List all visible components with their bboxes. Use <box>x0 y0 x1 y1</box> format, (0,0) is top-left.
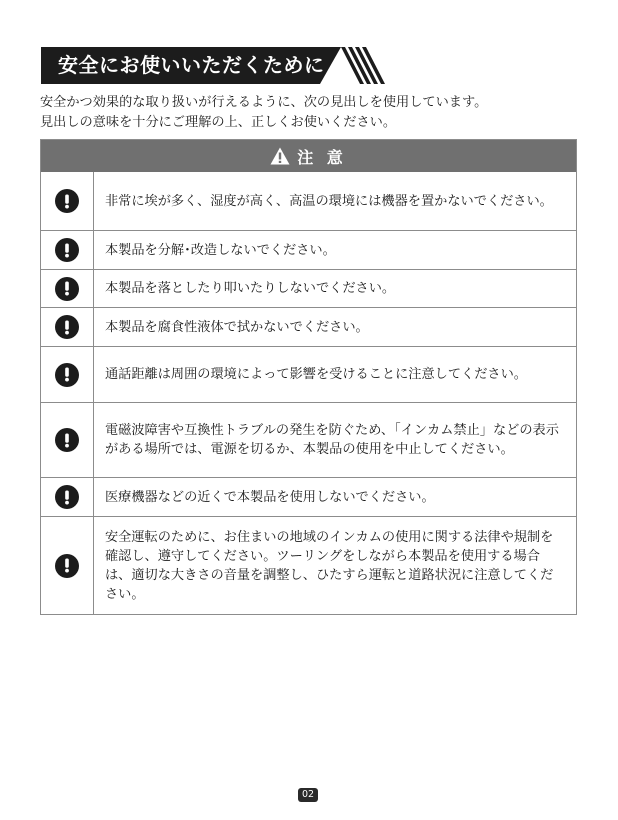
caution-row <box>41 477 576 516</box>
row-icon-cell <box>41 172 94 230</box>
exclamation-circle-icon <box>55 277 79 301</box>
caution-row-text: 通話距離は周囲の環境によって影響を受けることに注意してください。 <box>105 367 527 382</box>
caution-row-text: 医療機器などの近くで本製品を使用しないでください。 <box>105 489 435 505</box>
row-icon-cell <box>41 231 94 269</box>
exclamation-circle-icon <box>55 428 79 452</box>
exclamation-circle-icon <box>55 485 79 509</box>
row-text <box>94 347 576 402</box>
row-icon-cell <box>41 517 94 614</box>
caution-row <box>41 516 576 614</box>
caution-row <box>41 172 576 230</box>
caution-header <box>41 140 576 172</box>
row-text <box>94 403 576 477</box>
caution-row <box>41 269 576 307</box>
caution-row <box>41 346 576 402</box>
section-title-banner <box>41 47 386 84</box>
row-icon-cell <box>41 308 94 346</box>
caution-row-text: 電磁波障害や互換性トラブルの発生を防ぐため、「インカム禁止」などの表示がある場所では、電源を切るか、本製品の使用を中止してください。 <box>105 423 559 457</box>
caution-rows <box>41 172 576 614</box>
row-text <box>94 517 576 614</box>
row-text <box>94 308 576 346</box>
row-icon-cell <box>41 270 94 307</box>
exclamation-circle-icon <box>55 315 79 339</box>
diagonal-stripes-decoration <box>341 47 387 84</box>
exclamation-circle-icon <box>55 363 79 387</box>
caution-row-text: 本製品を分解･改造しないでください。 <box>105 242 336 258</box>
caution-row-text: 非常に埃が多く、湿度が高く、高温の環境には機器を置かないでください。 <box>105 193 553 209</box>
caution-table <box>40 139 577 615</box>
exclamation-circle-icon <box>55 189 79 213</box>
caution-row <box>41 402 576 477</box>
caution-row <box>41 230 576 269</box>
row-text <box>94 172 576 230</box>
caution-row-text: 本製品を腐食性液体で拭かないでください。 <box>105 319 369 335</box>
row-icon-cell <box>41 403 94 477</box>
exclamation-circle-icon <box>55 238 79 262</box>
page-number: 02 <box>298 788 318 802</box>
caution-row-text: 本製品を落としたり叩いたりしないでください。 <box>105 281 396 296</box>
row-text <box>94 270 576 307</box>
row-icon-cell <box>41 347 94 402</box>
caution-label: 注 意 <box>297 147 347 167</box>
section-title: 安全にお使いいただくために <box>58 53 325 77</box>
caution-row <box>41 307 576 346</box>
row-text <box>94 231 576 269</box>
row-text <box>94 478 576 516</box>
intro-text <box>40 93 580 133</box>
intro-line-2: 見出しの意味を十分にご理解の上、正しくお使いください。 <box>40 115 397 130</box>
warning-triangle-icon <box>270 147 290 165</box>
exclamation-circle-icon <box>55 554 79 578</box>
row-icon-cell <box>41 478 94 516</box>
caution-row-text: 安全運転のために、お住まいの地域のインカムの使用に関する法律や規制を確認し、遵守してください。ツーリングをしながら本製品を使用する場合は、適切な大きさの音量を調整し、ひたすら運転と道路状況に注意してください。 <box>105 529 554 602</box>
intro-line-1: 安全かつ効果的な取り扱いが行えるように、次の見出しを使用しています。 <box>40 95 488 110</box>
